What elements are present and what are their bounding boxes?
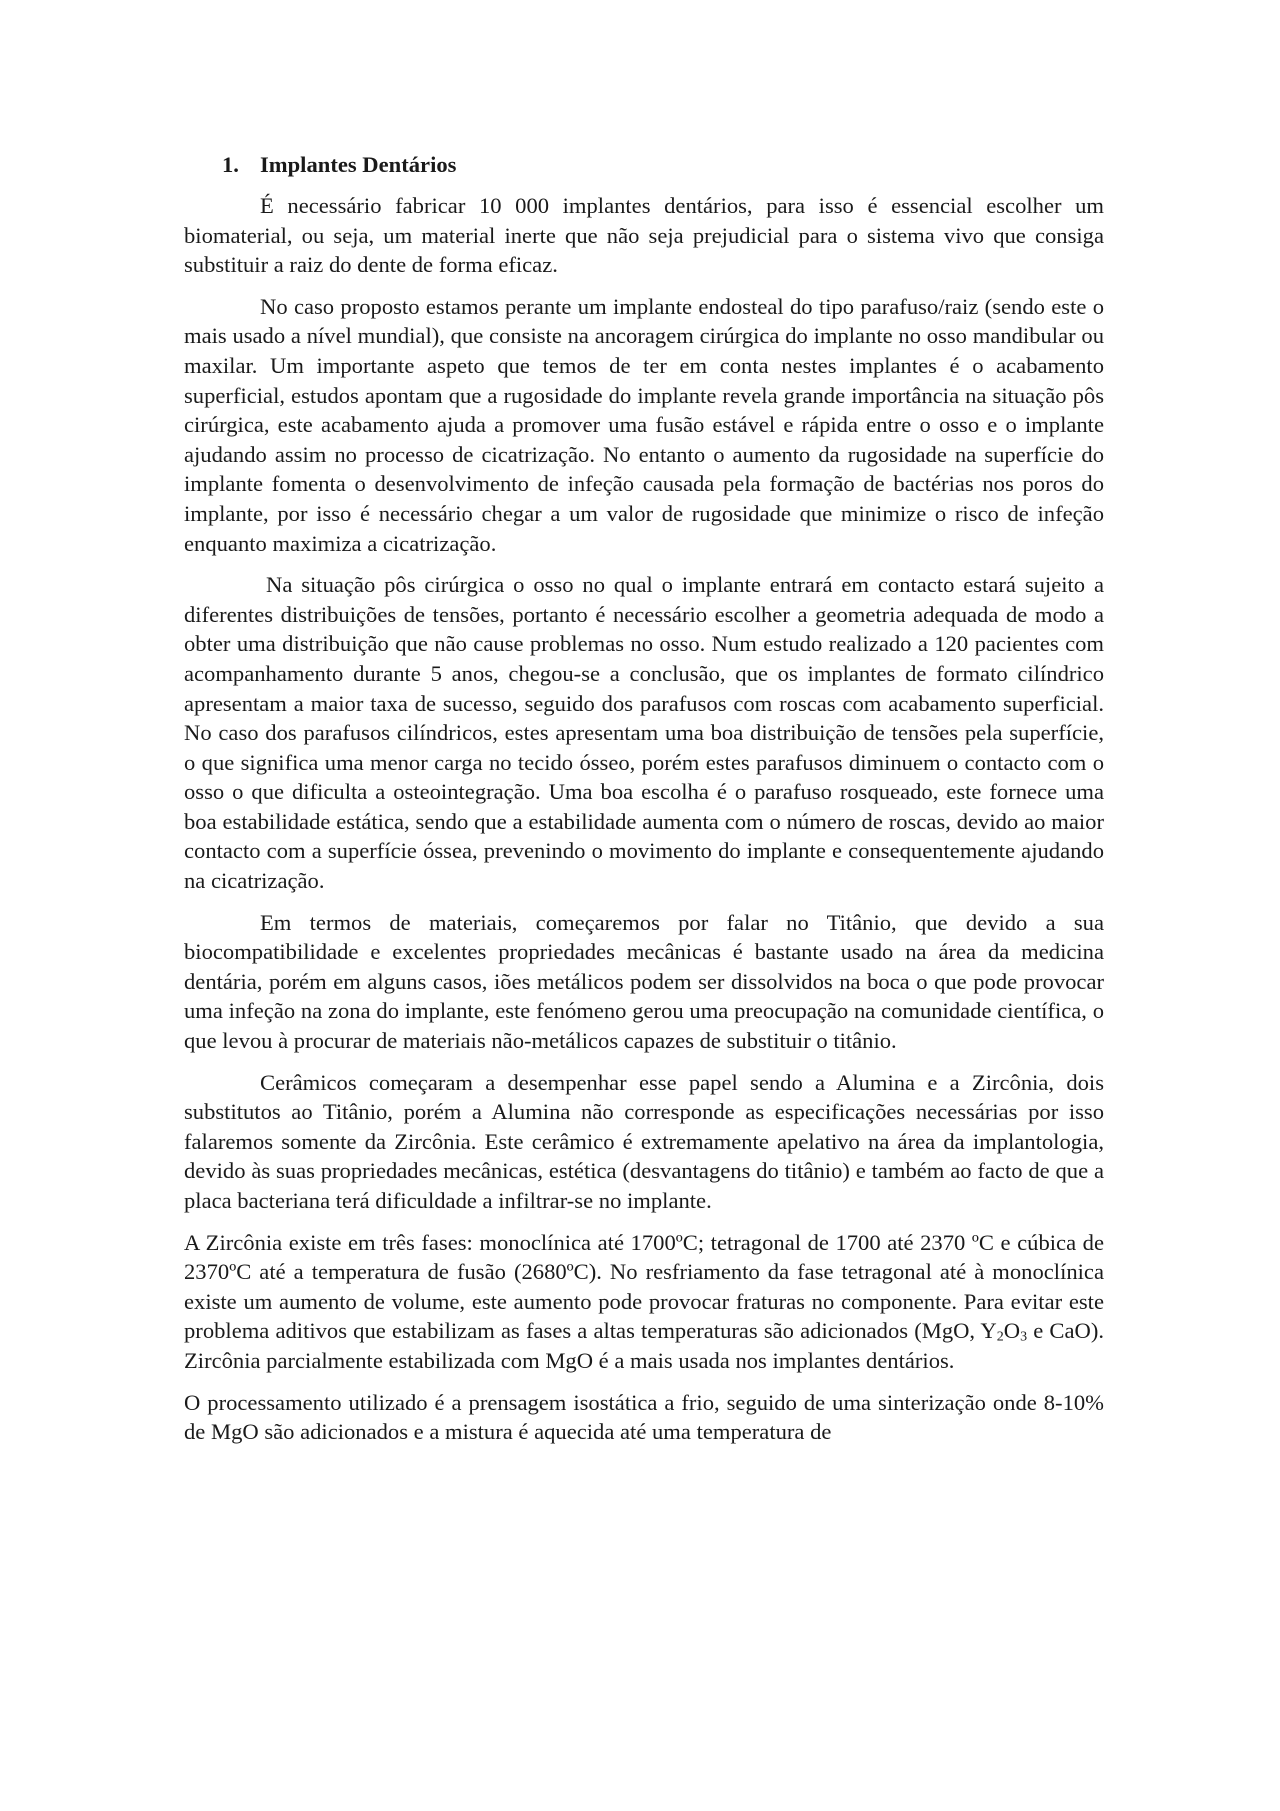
paragraph-implant-type: No caso proposto estamos perante um implante endosteal do tipo parafuso/raiz (sendo este o mais usado a nível mundial), que consiste na ancoragem cirúrgica do implante no osso mandibular ou maxilar. Um importante aspeto que temos de ter em conta nestes implantes é o acabamento superficial, estudos apontam que a rugosidade do implante revela grande importância na situação pôs cirúrgica, este acabamento ajuda a promover uma fusão estável e rápida entre o osso e o implante ajudando assim no processo de cicatrização. No entanto o aumento da rugosidade na superfície do implante fomenta o desenvolvimento de infeção causada pela formação de bactérias nos poros do implante, por isso é necessário chegar a um valor de rugosidade que minimize o risco de infeção enquanto maximiza a cicatrização. [184, 293, 1104, 556]
paragraph-ceramics: Cerâmicos começaram a desempenhar esse papel sendo a Alumina e a Zircônia, dois substitutos ao Titânio, porém a Alumina não corresponde as especificações necessárias por isso falaremos somente da Zircônia. Este cerâmico é extremamente apelativo na área da implantologia, devido às suas propriedades mecânicas, estética (desvantagens do titânio) e também ao facto de que a placa bacteriana terá dificuldade a infiltrar-se no implante. [184, 1069, 1104, 1213]
paragraph-intro: É necessário fabricar 10 000 implantes dentários, para isso é essencial escolher um biomaterial, ou seja, um material inerte que não seja prejudicial para o sistema vivo que consiga substituir a raiz do dente de forma eficaz. [184, 193, 1104, 278]
section-number: 1. [222, 152, 239, 177]
section-heading [222, 150, 1104, 180]
paragraph-zirconia-phases [184, 1228, 1104, 1376]
zirconia-text-end: e CaO). Zircônia parcialmente estabilizada com MgO é a mais usada nos implantes dentários. [184, 1318, 1104, 1373]
paragraph-processing: O processamento utilizado é a prensagem isostática a frio, seguido de uma sinterização onde 8-10% de MgO são adicionados e a mistura é aquecida até uma temperatura de [184, 1389, 1104, 1445]
section-title: Implantes Dentários [260, 152, 457, 177]
document-page [184, 150, 1104, 1459]
paragraph-titanium: Em termos de materiais, começaremos por falar no Titânio, que devido a sua biocompatibilidade e excelentes propriedades mecânicas é bastante usado na área da medicina dentária, porém em alguns casos, iões metálicos podem ser dissolvidos na boca o que pode provocar uma infeção na zona do implante, este fenómeno gerou uma preocupação na comunidade científica, o que levou à procurar de materiais não-metálicos capazes de substituir o titânio. [184, 909, 1104, 1054]
yttria-formula: $Y_2O_3$ [980, 1318, 1028, 1345]
zirconia-text-start: A Zircônia existe em três fases: monoclínica até 1700ºC; tetragonal de 1700 até 2370 ºC e cúbica de 2370ºC até a temperatura de fusão (2680ºC). No resfriamento da fase tetragonal até à monoclínica existe um aumento de volume, este aumento pode provocar fraturas no componente. Para evitar este problema aditivos que estabilizam as fases a altas temperaturas são adicionados (MgO, [184, 1229, 1104, 1344]
paragraph-geometry: Na situação pôs cirúrgica o osso no qual o implante entrará em contacto estará sujeito a diferentes distribuições de tensões, portanto é necessário escolher a geometria adequada de modo a obter uma distribuição que não cause problemas no osso. Num estudo realizado a 120 pacientes com acompanhamento durante 5 anos, chegou-se a conclusão, que os implantes de formato cilíndrico apresentam a maior taxa de sucesso, seguido dos parafusos com roscas com acabamento superficial. No caso dos parafusos cilíndricos, estes apresentam uma boa distribuição de tensões pela superfície, o que significa uma menor carga no tecido ósseo, porém estes parafusos diminuem o contacto com o osso o que dificulta a osteointegração. Uma boa escolha é o parafuso rosqueado, este fornece uma boa estabilidade estática, sendo que a estabilidade aumenta com o número de roscas, devido ao maior contacto com a superfície óssea, prevenindo o movimento do implante e consequentemente ajudando na cicatrização. [184, 572, 1104, 894]
